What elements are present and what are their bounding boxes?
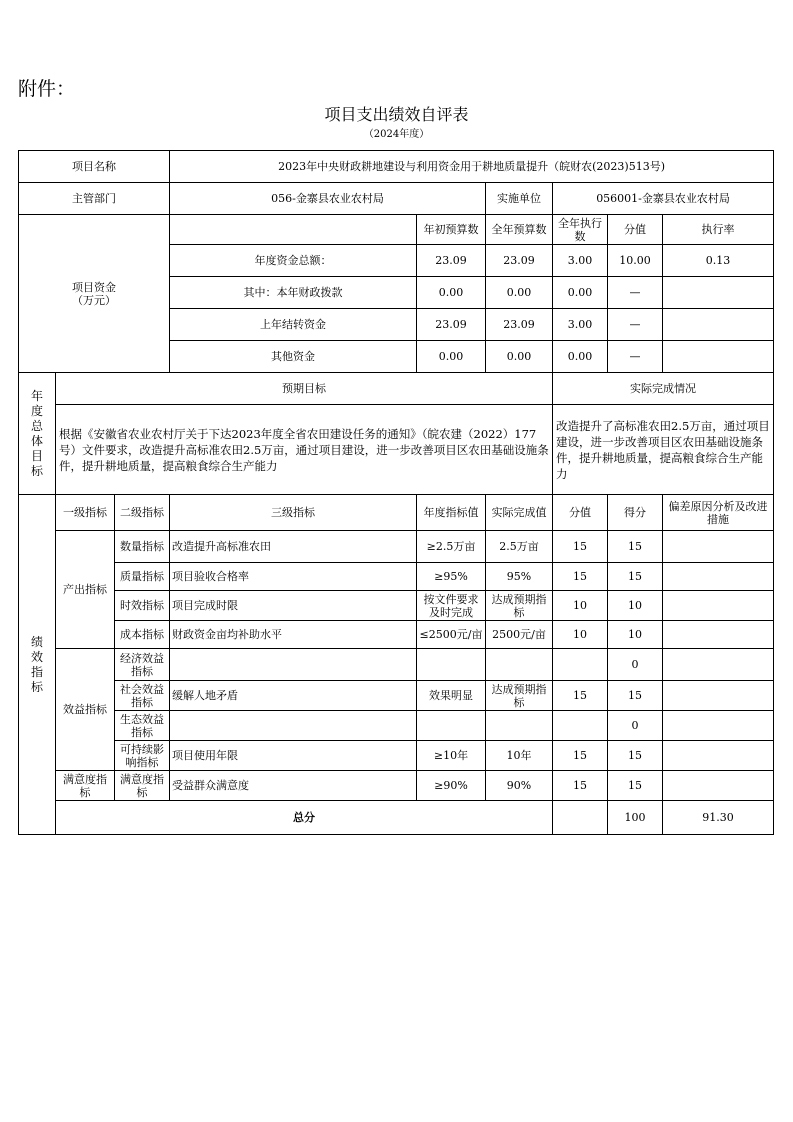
level3-cell: 改造提升高标准农田	[170, 531, 417, 563]
indicator-row	[19, 711, 774, 741]
year-label: （2024年度）	[363, 129, 430, 140]
actual-cell	[486, 711, 553, 741]
header-note: 偏差原因分析及改进措施	[663, 495, 774, 531]
indicator-row	[19, 649, 774, 681]
header-level3: 三级指标	[170, 495, 417, 531]
level2-cell: 满意度指标	[115, 771, 170, 801]
indicator-row	[19, 621, 774, 649]
total-row	[19, 801, 774, 835]
level2-cell: 质量指标	[115, 563, 170, 591]
satisfaction-level1: 满意度指标	[56, 771, 115, 801]
level3-cell: 项目使用年限	[170, 741, 417, 771]
funds-row-initial: 23.09	[417, 309, 486, 341]
funds-header-row	[19, 215, 774, 245]
score-cell: 15	[608, 771, 663, 801]
score-cell: 15	[608, 531, 663, 563]
funds-row-executed: 3.00	[553, 309, 608, 341]
target-cell: ≥10年	[417, 741, 486, 771]
funds-row-name: 上年结转资金	[170, 309, 417, 341]
funds-header-executed: 全年执行数	[553, 215, 608, 245]
level3-cell	[170, 711, 417, 741]
funds-row-initial: 0.00	[417, 277, 486, 309]
funds-row-rate: 0.13	[663, 245, 774, 277]
project-name-label: 项目名称	[19, 151, 170, 183]
actual-goal-header: 实际完成情况	[553, 373, 774, 405]
indicator-row	[19, 741, 774, 771]
funds-row-name: 年度资金总额：	[170, 245, 417, 277]
level2-cell: 经济效益指标	[115, 649, 170, 681]
indicators-header-row	[19, 495, 774, 531]
note-cell	[663, 649, 774, 681]
level2-cell: 生态效益指标	[115, 711, 170, 741]
actual-cell: 95%	[486, 563, 553, 591]
actual-cell: 10年	[486, 741, 553, 771]
funds-row-executed: 0.00	[553, 277, 608, 309]
score-cell: 15	[608, 563, 663, 591]
level3-cell	[170, 649, 417, 681]
target-cell	[417, 649, 486, 681]
project-name-row	[19, 151, 774, 183]
indicator-row	[19, 771, 774, 801]
funds-row-annual: 0.00	[486, 277, 553, 309]
value-cell: 15	[553, 563, 608, 591]
funds-row-name: 其他资金	[170, 341, 417, 373]
dept-value: 056-金寨县农业农村局	[170, 183, 486, 215]
dept-label: 主管部门	[19, 183, 170, 215]
score-cell: 0	[608, 649, 663, 681]
funds-row-rate	[663, 341, 774, 373]
score-cell: 0	[608, 711, 663, 741]
expected-goal-header: 预期目标	[56, 373, 553, 405]
goals-label-text: 年度总体目标	[30, 388, 43, 478]
funds-row-name: 其中：本年财政拨款	[170, 277, 417, 309]
level2-cell: 成本指标	[115, 621, 170, 649]
funds-row-rate	[663, 277, 774, 309]
funds-row-value: —	[608, 341, 663, 373]
target-cell: ≤2500元/亩	[417, 621, 486, 649]
level3-cell: 财政资金亩均补助水平	[170, 621, 417, 649]
impl-value: 056001-金寨县农业农村局	[553, 183, 774, 215]
indicator-row	[19, 591, 774, 621]
target-cell: ≥2.5万亩	[417, 531, 486, 563]
funds-row-value: —	[608, 309, 663, 341]
expected-goal-text: 根据《安徽省农业农村厅关于下达2023年度全省农田建设任务的通知》（皖农建（2022）177号）文件要求，改造提升高标准农田2.5万亩，通过项目建设，进一步改善项目区农田基础设施条件，提升耕地质量，提高粮食综合生产能力	[56, 405, 553, 495]
header-target: 年度指标值	[417, 495, 486, 531]
value-cell: 15	[553, 741, 608, 771]
note-cell	[663, 741, 774, 771]
score-cell: 10	[608, 621, 663, 649]
benefit-level1: 效益指标	[56, 649, 115, 771]
value-cell: 10	[553, 621, 608, 649]
funds-header-annual: 全年预算数	[486, 215, 553, 245]
funds-row-annual: 0.00	[486, 341, 553, 373]
funds-row-executed: 0.00	[553, 341, 608, 373]
funds-row-annual: 23.09	[486, 245, 553, 277]
performance-table	[18, 150, 774, 835]
funds-label-text: 项目资金（万元）	[72, 280, 116, 307]
note-cell	[663, 591, 774, 621]
note-cell	[663, 681, 774, 711]
level3-cell: 缓解人地矛盾	[170, 681, 417, 711]
funds-header-rate: 执行率	[663, 215, 774, 245]
header-value: 分值	[553, 495, 608, 531]
note-cell	[663, 711, 774, 741]
funds-row-annual: 23.09	[486, 309, 553, 341]
level3-cell: 受益群众满意度	[170, 771, 417, 801]
level2-cell: 社会效益指标	[115, 681, 170, 711]
target-cell: 按文件要求及时完成	[417, 591, 486, 621]
funds-header-value: 分值	[608, 215, 663, 245]
level2-cell: 数量指标	[115, 531, 170, 563]
level2-cell: 时效指标	[115, 591, 170, 621]
value-cell: 10	[553, 591, 608, 621]
total-label: 总分	[56, 801, 553, 835]
total-value: 100	[608, 801, 663, 835]
page-title: 项目支出绩效自评表	[324, 105, 469, 124]
header-score: 得分	[608, 495, 663, 531]
target-cell: ≥90%	[417, 771, 486, 801]
level3-cell: 项目验收合格率	[170, 563, 417, 591]
impl-label: 实施单位	[486, 183, 553, 215]
actual-cell: 达成预期指标	[486, 591, 553, 621]
funds-row-rate	[663, 309, 774, 341]
value-cell: 15	[553, 681, 608, 711]
note-cell	[663, 771, 774, 801]
value-cell: 15	[553, 771, 608, 801]
score-cell: 15	[608, 741, 663, 771]
funds-header-initial: 年初预算数	[417, 215, 486, 245]
header-actual: 实际完成值	[486, 495, 553, 531]
total-blank	[553, 801, 608, 835]
note-cell	[663, 531, 774, 563]
note-cell	[663, 621, 774, 649]
funds-row-initial: 23.09	[417, 245, 486, 277]
funds-row-executed: 3.00	[553, 245, 608, 277]
indicator-row	[19, 563, 774, 591]
attachment-label: 附件：	[18, 78, 76, 100]
level2-cell: 可持续影响指标	[115, 741, 170, 771]
indicators-label-text: 绩效指标	[30, 634, 43, 694]
note-cell	[663, 563, 774, 591]
indicators-label	[19, 495, 56, 835]
funds-row-initial: 0.00	[417, 341, 486, 373]
funds-row-value: 10.00	[608, 245, 663, 277]
score-cell: 10	[608, 591, 663, 621]
goals-label	[19, 373, 56, 495]
value-cell	[553, 649, 608, 681]
goals-header-row	[19, 373, 774, 405]
funds-header-blank	[170, 215, 417, 245]
total-score: 91.30	[663, 801, 774, 835]
value-cell	[553, 711, 608, 741]
actual-goal-text: 改造提升了高标准农田2.5万亩，通过项目建设，进一步改善项目区农田基础设施条件，提升耕地质量，提高粮食综合生产能力	[553, 405, 774, 495]
actual-cell: 达成预期指标	[486, 681, 553, 711]
indicator-row	[19, 681, 774, 711]
actual-cell: 2500元/亩	[486, 621, 553, 649]
actual-cell: 90%	[486, 771, 553, 801]
score-cell: 15	[608, 681, 663, 711]
funds-label	[19, 215, 170, 373]
header-level2: 二级指标	[115, 495, 170, 531]
output-level1: 产出指标	[56, 531, 115, 649]
project-name-value: 2023年中央财政耕地建设与利用资金用于耕地质量提升（皖财农(2023)513号)	[170, 151, 774, 183]
target-cell: ≥95%	[417, 563, 486, 591]
indicator-row	[19, 531, 774, 563]
target-cell: 效果明显	[417, 681, 486, 711]
target-cell	[417, 711, 486, 741]
goals-content-row	[19, 405, 774, 495]
department-row	[19, 183, 774, 215]
header-level1: 一级指标	[56, 495, 115, 531]
value-cell: 15	[553, 531, 608, 563]
level3-cell: 项目完成时限	[170, 591, 417, 621]
actual-cell: 2.5万亩	[486, 531, 553, 563]
funds-row-value: —	[608, 277, 663, 309]
actual-cell	[486, 649, 553, 681]
